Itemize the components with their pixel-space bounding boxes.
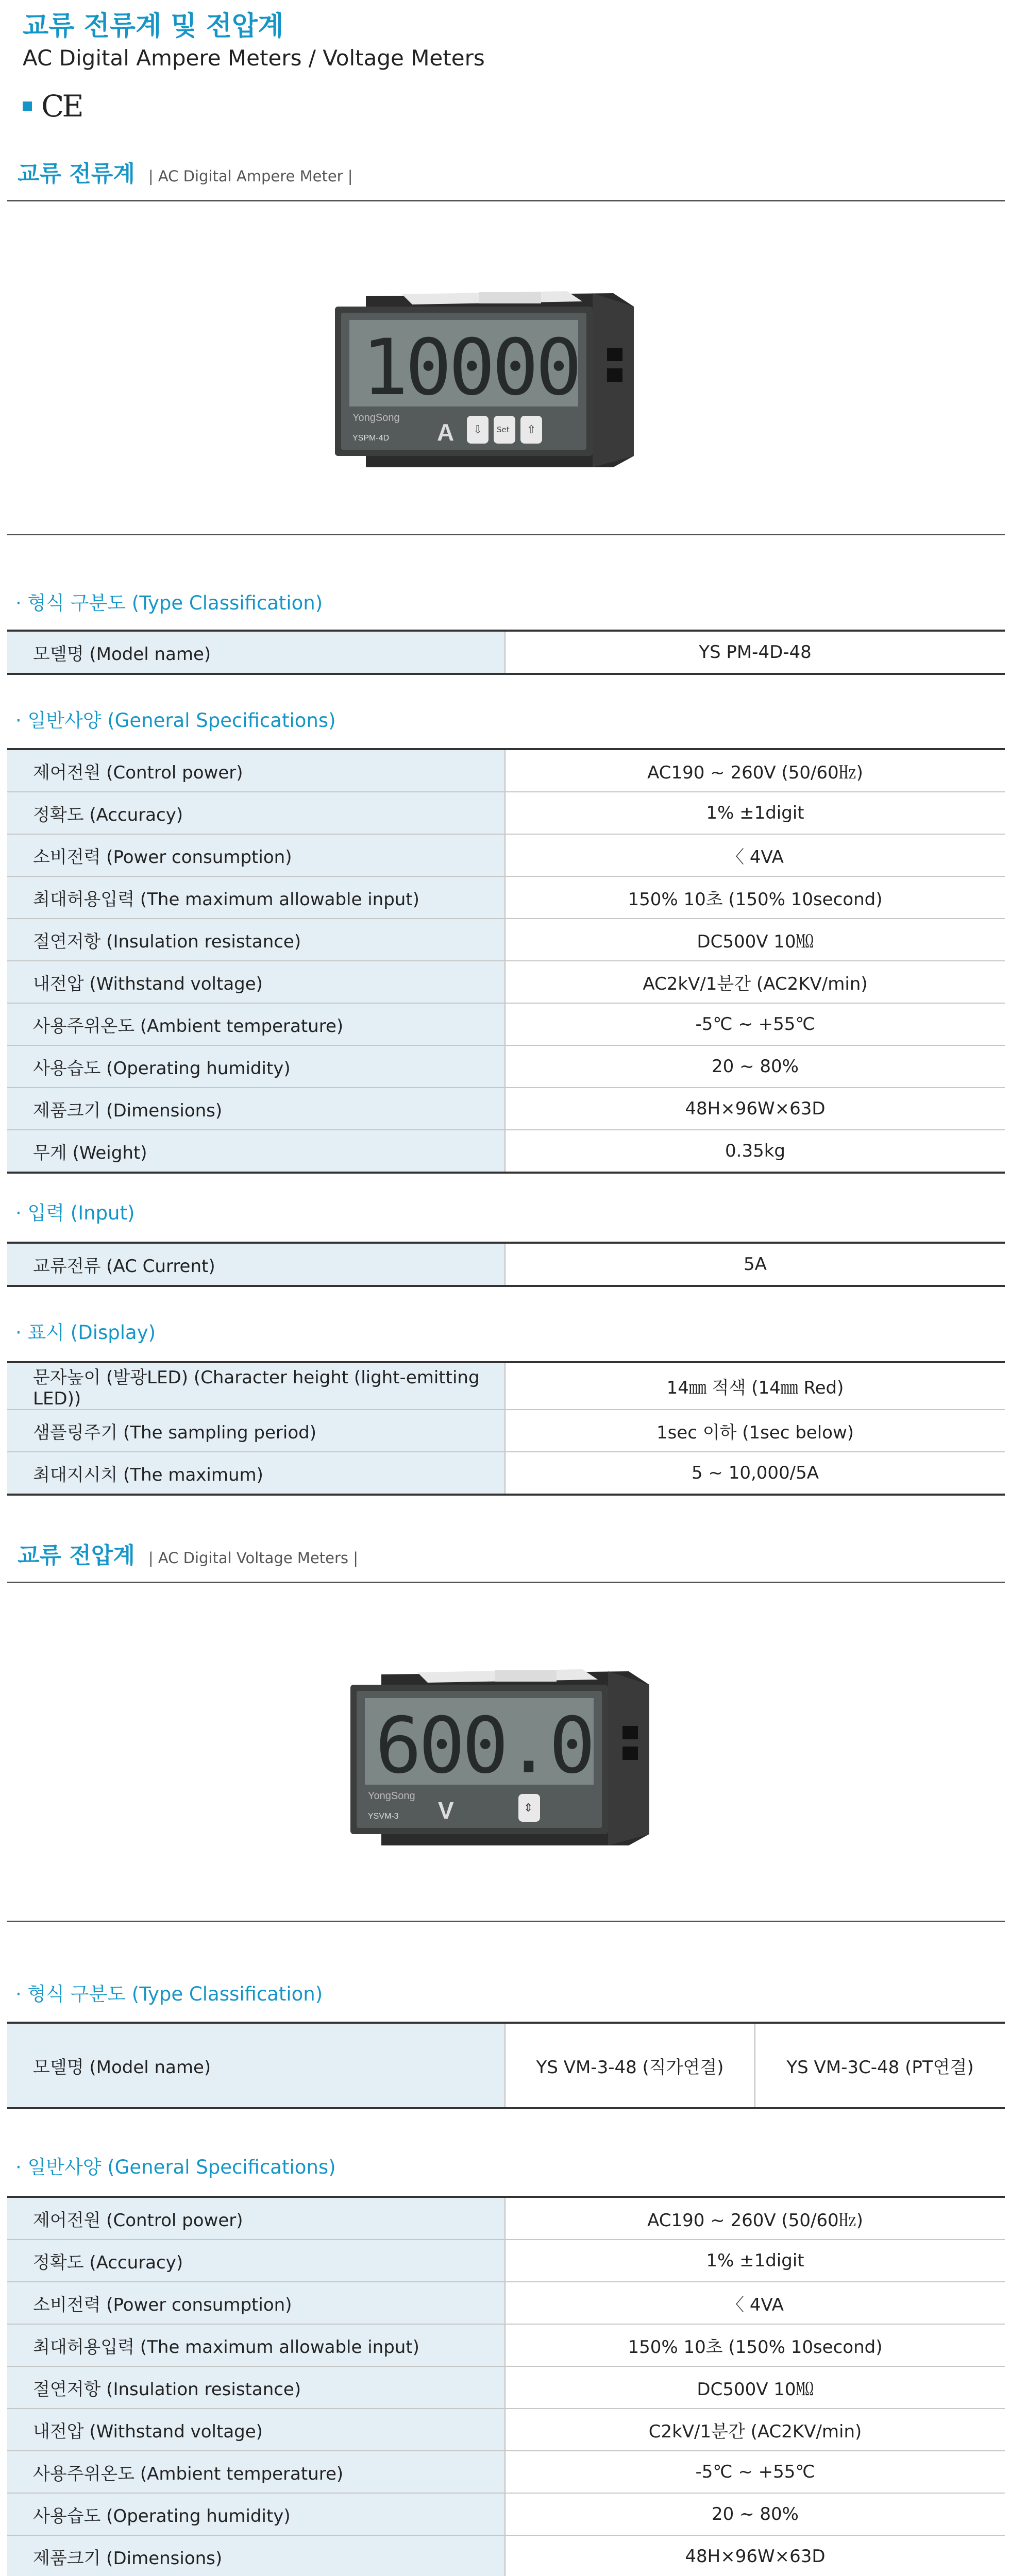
- table-row: 샘플링주기 (The sampling period) 1sec 이하 (1sec below): [7, 1410, 1005, 1452]
- divider: [7, 534, 1005, 535]
- up-down-arrow-icon: ⇕: [524, 1802, 533, 1815]
- ampere-heading-en: | AC Digital Ampere Meter |: [148, 167, 353, 185]
- table-row: 사용주위온도 (Ambient temperature) -5℃ ~ +55℃: [7, 1003, 1005, 1045]
- voltage-led-display: 600.0: [375, 1701, 593, 1791]
- table-row: 최대지시치 (The maximum) 5 ~ 10,000/5A: [7, 1452, 1005, 1495]
- table-row: 교류전류 (AC Current) 5A: [7, 1243, 1005, 1286]
- ampere-led-display: 10000: [362, 323, 579, 413]
- ampere-type-table: [7, 630, 1005, 675]
- table-row: 절연저항 (Insulation resistance) DC500V 10㏁: [7, 2366, 1005, 2409]
- table-row: 사용주위온도 (Ambient temperature) -5℃ ~ +55℃: [7, 2451, 1005, 2493]
- ampere-display-title: · 표시 (Display): [15, 1321, 156, 1344]
- ampere-general-table: [7, 748, 1005, 1174]
- voltage-general-title: · 일반사양 (General Specifications): [15, 2156, 336, 2178]
- table-row: [7, 631, 1005, 674]
- ampere-section-heading: [18, 159, 353, 192]
- svg-text:YSPM-4D: YSPM-4D: [352, 434, 390, 443]
- ampere-input-table: [7, 1242, 1005, 1287]
- row-value-2: YS VM-3C-48 (PT연결): [755, 2023, 1005, 2108]
- divider: [7, 200, 1005, 201]
- table-row: 절연저항 (Insulation resistance) DC500V 10㏁: [7, 919, 1005, 961]
- certification-row: [23, 91, 82, 122]
- table-row: 사용습도 (Operating humidity) 20 ~ 80%: [7, 1045, 1005, 1088]
- voltage-meter-image: [340, 1664, 670, 1860]
- voltage-heading-en: | AC Digital Voltage Meters |: [148, 1549, 358, 1567]
- page-subtitle: AC Digital Ampere Meters / Voltage Meters: [23, 45, 485, 71]
- svg-text:YongSong: YongSong: [368, 1790, 415, 1802]
- table-row: 소비전력 (Power consumption) 〈 4VA: [7, 834, 1005, 876]
- table-row: [7, 2023, 1005, 2108]
- voltage-section-heading: [18, 1540, 358, 1573]
- page-title: 교류 전류계 및 전압계: [23, 11, 284, 42]
- divider: [7, 1582, 1005, 1583]
- table-row: 무게 (Weight) 0.35kg: [7, 1130, 1005, 1173]
- table-row: 제품크기 (Dimensions) 48H×96W×63D: [7, 1088, 1005, 1130]
- bullet-square-icon: [23, 101, 32, 111]
- svg-text:Set: Set: [497, 425, 510, 434]
- voltage-type-table: [7, 2022, 1005, 2109]
- ampere-general-title: · 일반사양 (General Specifications): [15, 709, 336, 732]
- table-row: 최대허용입력 (The maximum allowable input) 150% 10초 (150% 10second): [7, 2324, 1005, 2366]
- voltage-type-title: · 형식 구분도 (Type Classification): [15, 1983, 323, 2005]
- table-row: 제품크기 (Dimensions) 48H×96W×63D: [7, 2535, 1005, 2576]
- table-row: 내전압 (Withstand voltage) AC2kV/1분간 (AC2KV/min): [7, 961, 1005, 1003]
- row-label: 모델명 (Model name): [7, 631, 505, 674]
- table-row: 최대허용입력 (The maximum allowable input) 150% 10초 (150% 10second): [7, 876, 1005, 919]
- table-row: 내전압 (Withstand voltage) C2kV/1분간 (AC2KV/min): [7, 2409, 1005, 2451]
- table-row: 소비전력 (Power consumption) 〈 4VA: [7, 2282, 1005, 2324]
- voltage-heading-ko: 교류 전압계: [18, 1543, 135, 1569]
- ampere-display-table: [7, 1361, 1005, 1496]
- ampere-heading-ko: 교류 전류계: [18, 161, 135, 187]
- ampere-type-title: · 형식 구분도 (Type Classification): [15, 592, 323, 614]
- table-row: 사용습도 (Operating humidity) 20 ~ 80%: [7, 2493, 1005, 2535]
- row-value-1: YS VM-3-48 (직가연결): [505, 2023, 755, 2108]
- svg-text:YongSong: YongSong: [352, 412, 400, 423]
- table-row: 정확도 (Accuracy) 1% ±1digit: [7, 2240, 1005, 2282]
- row-value: YS PM-4D-48: [505, 631, 1005, 674]
- divider: [7, 1921, 1005, 1922]
- ampere-input-title: · 입력 (Input): [15, 1202, 135, 1224]
- table-row: 제어전원 (Control power) AC190 ~ 260V (50/60㎐): [7, 2197, 1005, 2240]
- table-row: 제어전원 (Control power) AC190 ~ 260V (50/60㎐): [7, 749, 1005, 792]
- ampere-unit-label: A: [437, 419, 454, 446]
- ce-mark-icon: CE: [41, 89, 82, 124]
- voltage-unit-label: V: [438, 1797, 454, 1824]
- table-row: 문자높이 (발광LED) (Character height (light-emitting LED)) 14㎜ 적색 (14㎜ Red): [7, 1362, 1005, 1410]
- svg-text:YSVM-3: YSVM-3: [368, 1812, 399, 1821]
- voltage-general-table: [7, 2196, 1005, 2576]
- row-label: 모델명 (Model name): [7, 2023, 505, 2108]
- down-arrow-icon: ⇩: [473, 423, 483, 436]
- table-row: 정확도 (Accuracy) 1% ±1digit: [7, 792, 1005, 834]
- up-arrow-icon: ⇧: [527, 423, 536, 436]
- ampere-meter-image: [325, 286, 654, 482]
